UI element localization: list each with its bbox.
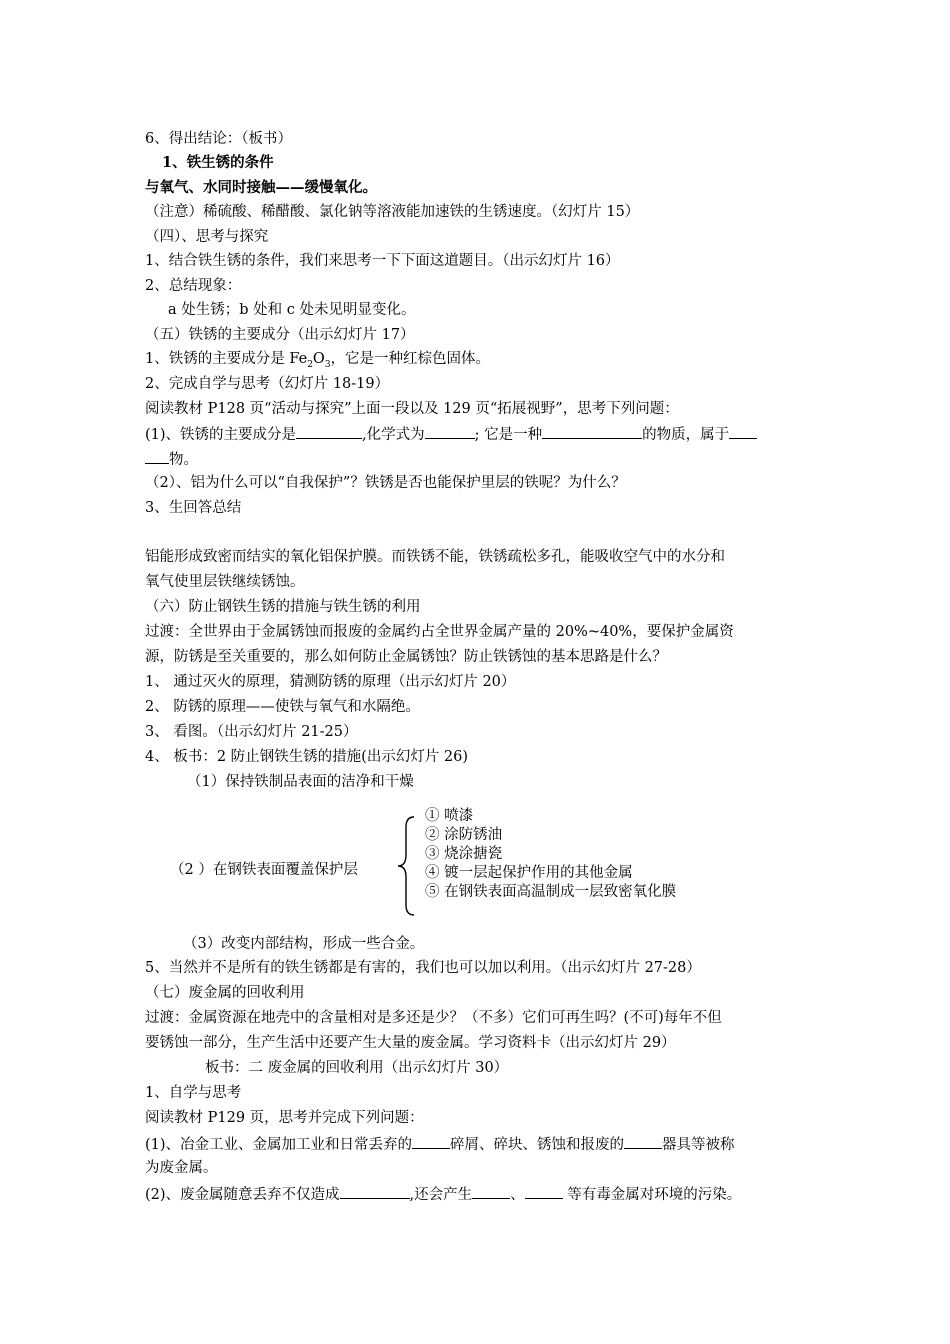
question-line: （2）、铝为什么可以“自我保护”？铁锈是否也能保护里层的铁呢？为什么？: [145, 475, 626, 491]
section-six-heading: （六）防止钢铁生锈的措施与铁生锈的利用: [145, 599, 421, 615]
protection-method-item: ③ 烧涂搪瓷: [425, 846, 503, 862]
text-run: ，它是一种红棕色固体。: [330, 351, 491, 367]
text-run: 物。: [169, 452, 198, 468]
list-item: 2、 防锈的原理——使铁与氧气和水隔绝。: [145, 699, 420, 715]
question-line-continued: [145, 448, 198, 470]
protection-method-item: ④ 镀一层起保护作用的其他金属: [425, 865, 633, 881]
question-line: [145, 1183, 741, 1205]
text-run: 碎屑、碎块、锈蚀和报废的: [450, 1137, 625, 1153]
paragraph-line: a 处生锈；b 处和 c 处未见明显变化。: [168, 302, 416, 318]
transition-paragraph: 要锈蚀一部分，生产生活中还要产生大量的废金属。学习资料卡（出示幻灯片 29）: [145, 1035, 676, 1051]
text-run: O: [312, 351, 325, 367]
answer-blank[interactable]: [729, 423, 757, 439]
note-line: （注意）稀硫酸、稀醋酸、氯化钠等溶液能加速铁的生锈速度。（幻灯片 15）: [145, 204, 640, 220]
list-item: 1、 通过灭火的原理，猜测防锈的原理（出示幻灯片 20）: [145, 674, 516, 690]
curly-brace-icon: [396, 815, 418, 917]
answer-blank[interactable]: [145, 448, 169, 464]
text-run: ; 它是一种: [474, 427, 543, 443]
text-run: (1)、铁锈的主要成分是: [145, 427, 297, 443]
section-five-heading: （五）铁锈的主要成分（出示幻灯片 17）: [145, 327, 415, 343]
paragraph-line: 阅读教材 P128 页“活动与探究”上面一段以及 129 页“拓展视野”，思考下列问题：: [145, 401, 679, 417]
protection-method-item: ① 喷漆: [425, 808, 474, 824]
conclusion-heading: 6、得出结论：（板书）: [145, 131, 292, 147]
measure-two: （2 ）在钢铁表面覆盖保护层: [170, 862, 358, 878]
question-line: [145, 423, 757, 445]
answer-blank[interactable]: [472, 1183, 510, 1199]
section-seven-heading: （七）废金属的回收利用: [145, 985, 305, 1001]
board-heading: 板书：二 废金属的回收利用（出示幻灯片 30）: [205, 1060, 509, 1076]
answer-blank[interactable]: [412, 1133, 450, 1149]
rust-composition-line: [145, 349, 490, 375]
measure-three: （3）改变内部结构，形成一些合金。: [183, 936, 425, 952]
protection-method-item: ⑤ 在钢铁表面高温制成一层致密氧化膜: [425, 884, 677, 900]
answer-blank[interactable]: [425, 423, 475, 439]
answer-blank[interactable]: [525, 1183, 563, 1199]
text-run: (2)、废金属随意丢弃不仅造成: [145, 1187, 340, 1203]
section-four-heading: （四）、思考与探究: [145, 229, 269, 245]
question-line-continued: 为废金属。: [145, 1160, 218, 1176]
text-run: 、: [510, 1187, 525, 1203]
answer-paragraph: 氧气使里层铁继续锈蚀。: [145, 574, 305, 590]
paragraph-line: 1、结合铁生锈的条件，我们来思考一下下面这道题目。（出示幻灯片 16）: [145, 253, 620, 269]
subscript: 2: [307, 359, 313, 370]
answer-blank[interactable]: [542, 423, 642, 439]
text-run: 等有毒金属对环境的污染。: [562, 1187, 742, 1203]
paragraph-line: 阅读教材 P129 页，思考并完成下列问题：: [145, 1110, 424, 1126]
paragraph-line: 1、自学与思考: [145, 1085, 242, 1101]
rust-condition-statement: 与氧气、水同时接触——缓慢氧化。: [145, 179, 377, 196]
text-run: 的物质，属于: [642, 427, 730, 443]
transition-paragraph: 源，防锈是至关重要的，那么如何防止金属锈蚀？防止铁锈蚀的基本思路是什么？: [145, 649, 667, 665]
text-run: 1、铁锈的主要成分是 Fe: [145, 351, 308, 367]
board-rust-conditions: 1、铁生锈的条件: [162, 154, 274, 171]
answer-blank[interactable]: [340, 1183, 410, 1199]
paragraph-line: 2、总结现象：: [145, 278, 242, 294]
text-run: (1)、冶金工业、金属加工业和日常丢弃的: [145, 1137, 413, 1153]
subscript: 3: [324, 359, 331, 370]
list-item: 3、 看图。（出示幻灯片 21-25）: [145, 724, 358, 740]
paragraph-line: 2、完成自学与思考（幻灯片 18-19）: [145, 376, 390, 392]
transition-paragraph: 过渡：金属资源在地壳中的含量相对是多还是少？（不多）它们可再生吗？(不可)每年不但: [145, 1010, 722, 1026]
paragraph-line: 3、生回答总结: [145, 500, 242, 516]
measure-one: （1）保持铁制品表面的洁净和干燥: [187, 774, 414, 790]
answer-paragraph: 铝能形成致密而结实的氧化铝保护膜。而铁锈不能，铁锈疏松多孔，能吸收空气中的水分和: [145, 549, 725, 565]
answer-blank[interactable]: [624, 1133, 662, 1149]
answer-blank[interactable]: [296, 423, 362, 439]
text-run: ,化学式为: [362, 427, 425, 443]
protection-method-item: ② 涂防锈油: [425, 827, 503, 843]
text-run: 器具等被称: [662, 1137, 735, 1153]
transition-paragraph: 过渡：全世界由于金属锈蚀而报废的金属约占全世界金属产量的 20%~40%，要保护金属资: [145, 624, 734, 640]
list-item: 5、当然并不是所有的铁生锈都是有害的，我们也可以加以利用。（出示幻灯片 27-28）: [145, 960, 701, 976]
question-line: [145, 1133, 735, 1155]
list-item: 4、 板书：2 防止钢铁生锈的措施(出示幻灯片 26): [145, 749, 469, 765]
text-run: ,还会产生: [409, 1187, 473, 1203]
